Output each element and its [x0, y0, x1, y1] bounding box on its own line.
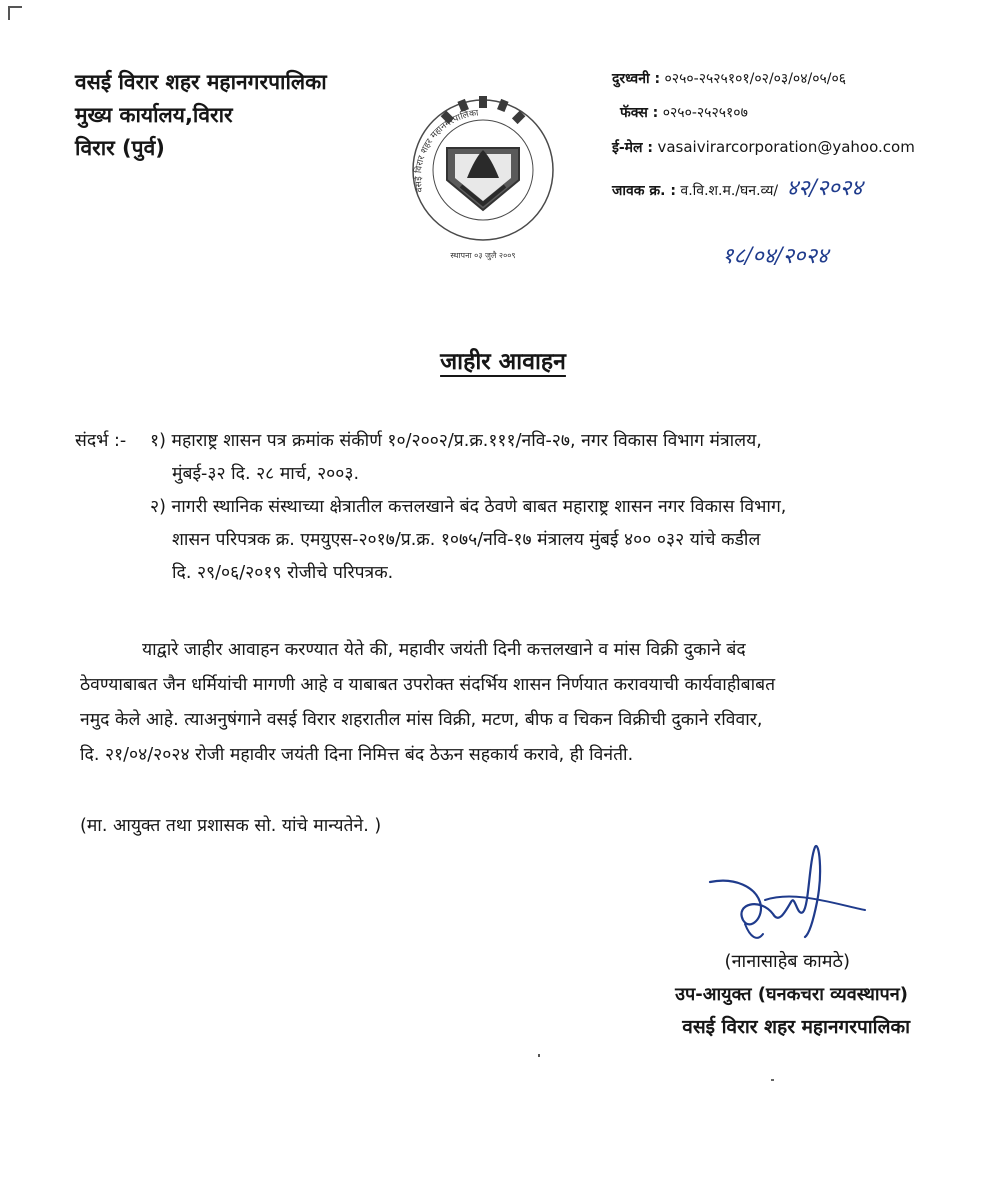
email-label: ई-मेल : — [612, 140, 654, 156]
approval-note: (मा. आयुक्त तथा प्रशासक सो. यांचे मान्यतेने. ) — [80, 816, 382, 836]
contact-block — [612, 68, 915, 212]
reference-2-text: २) नागरी स्थानिक संस्थाच्या क्षेत्रातील कत्तलखाने बंद ठेवणे बाबत महाराष्ट्र शासन नगर विकास विभाग, — [150, 497, 787, 517]
body-line-3: नमुद केले आहे. त्याअनुषंगाने वसई विरार शहरातील मांस विक्री, मटण, बीफ व चिकन विक्रीची दुकाने रविवार, — [80, 710, 763, 730]
reference-2-line-1 — [75, 491, 955, 524]
scan-speck — [771, 1079, 774, 1081]
body-line-4: दि. २१/०४/२०२४ रोजी महावीर जयंती दिना निमित्त बंद ठेऊन सहकार्य करावे, ही विनंती. — [80, 745, 634, 765]
reference-1-line-2 — [75, 458, 955, 491]
references-block — [75, 425, 955, 590]
scan-speck — [538, 1054, 540, 1057]
signatory-organization: वसई विरार शहर महानगरपालिका — [682, 1016, 910, 1038]
notice-title-text: जाहीर आवाहन — [440, 349, 566, 375]
body-line-2: ठेवण्याबाबत जैन धर्मियांची मागणी आहे व याबाबत उपरोक्त संदर्भिय शासन निर्णयात करावयाची कार्यवाहीबाबत — [80, 675, 776, 695]
phone-value: ०२५०-२५२५१०१/०२/०३/०४/०५/०६ — [664, 71, 847, 87]
reference-2-text-end: दि. २९/०६/२०१९ रोजीचे परिपत्रक. — [172, 563, 394, 583]
outward-ref-handwritten: ४२/२०२४ — [786, 176, 863, 201]
fax-value: ०२५०-२५२५१०७ — [662, 105, 748, 121]
letterhead-left — [75, 66, 327, 165]
seal-arc-text: वसई विरार शहर महानगरपालिका — [413, 108, 480, 194]
phone-row — [612, 68, 915, 102]
signatory-name: (नानासाहेब कामठे) — [724, 951, 850, 972]
outward-ref-prefix: व.वि.श.म./घन.व्य/ — [680, 183, 779, 199]
seal-bottom-text: स्थापना ०३ जुलै २००९ — [450, 251, 516, 260]
signatory-block — [675, 945, 910, 1044]
reference-1-text: १) महाराष्ट्र शासन पत्र क्रमांक संकीर्ण १०/२००२/प्र.क्र.१११/नवि-२७, नगर विकास विभाग मंत्रालय, — [150, 431, 762, 451]
phone-label: दुरध्वनी : — [612, 71, 661, 87]
email-value: vasaivirarcorporation@yahoo.com — [657, 138, 915, 156]
reference-2-line-2 — [75, 524, 955, 557]
office-location: विरार (पुर्व) — [75, 136, 165, 160]
fax-label: फॅक्स : — [620, 105, 659, 121]
fax-row — [612, 102, 915, 136]
outward-ref-row — [612, 178, 915, 212]
references-label: संदर्भ :- — [75, 431, 127, 451]
reference-1-text-cont: मुंबई-३२ दि. २८ मार्च, २००३. — [172, 464, 360, 484]
office-name: मुख्य कार्यालय,विरार — [75, 103, 233, 127]
email-row — [612, 136, 915, 170]
handwritten-signature — [705, 842, 875, 952]
reference-2-line-3 — [75, 557, 955, 590]
notice-title — [0, 344, 1006, 376]
reference-2-text-cont: शासन परिपत्रक क्र. एमयुएस-२०१७/प्र.क्र. १०७५/नवि-१७ मंत्रालय मुंबई ४०० ०३२ यांचे कडील — [172, 530, 761, 550]
issue-date-handwritten: १८/०४/२०२४ — [722, 244, 829, 269]
org-name: वसई विरार शहर महानगरपालिका — [75, 70, 327, 94]
outward-ref-label: जावक क्र. : — [612, 183, 676, 199]
municipal-seal-icon — [403, 88, 563, 268]
signatory-designation: उप-आयुक्त (घनकचरा व्यवस्थापन) — [675, 984, 908, 1005]
reference-1-line-1 — [75, 425, 955, 458]
notice-body — [80, 633, 950, 773]
crop-corner-mark — [8, 6, 22, 20]
body-line-1: याद्वारे जाहीर आवाहन करण्यात येते की, महावीर जयंती दिनी कत्तलखाने व मांस विक्री दुकाने बंद — [142, 640, 746, 660]
